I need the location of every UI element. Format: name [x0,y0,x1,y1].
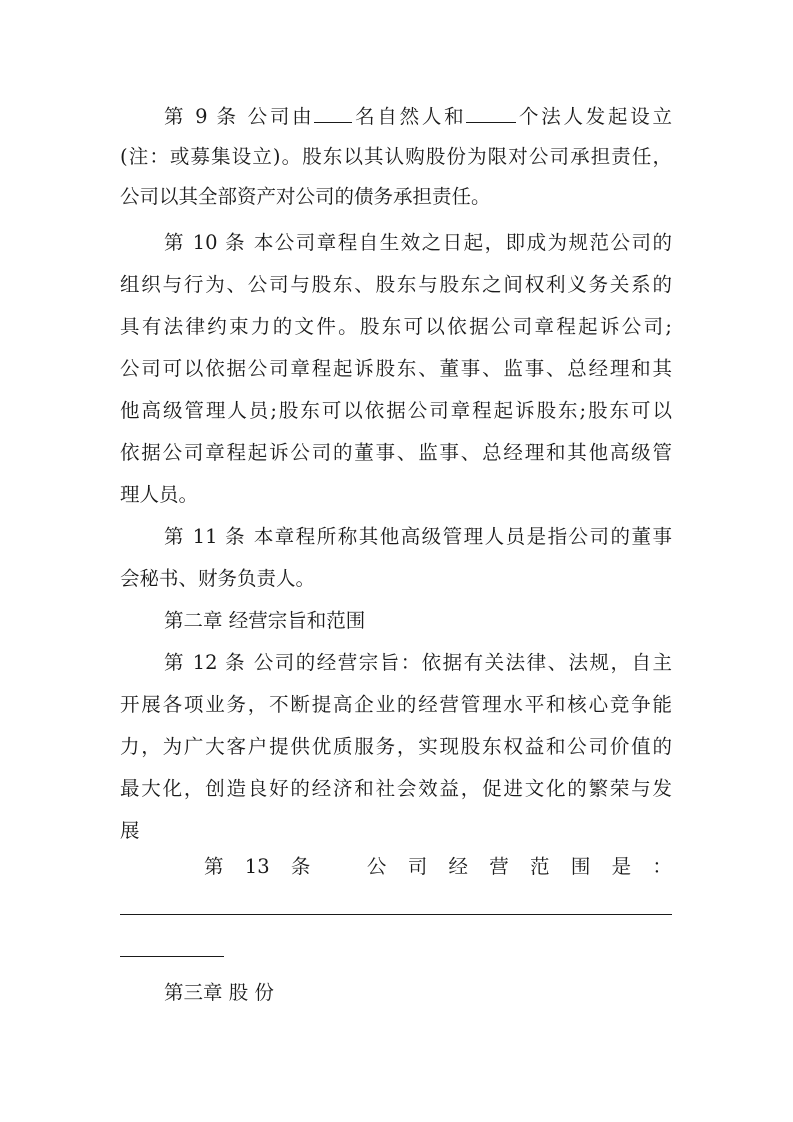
article-12-line-3: 力，为广大客户提供优质服务，实现股东权益和公司价值的 [120,735,672,758]
article-9-line-3: 公司以其全部资产对公司的债务承担责任。 [120,185,491,208]
article-10-line-7: 理人员。 [120,483,199,506]
article-13-char: 营 [489,855,509,878]
article-13-char: 条 [290,855,311,878]
article-12-line-2: 开展各项业务，不断提高企业的经营管理水平和核心竞争能 [120,693,672,716]
article-13-line [204,847,672,887]
article-13-char: 司 [407,855,428,878]
article-13-char: 范 [530,855,550,878]
article-12-line-1: 第 12 条 公司的经营宗旨：依据有关法律、法规，自主 [164,651,672,674]
business-scope-blank-line-1 [120,914,672,915]
article-10-line-4: 公司可以依据公司章程起诉股东、董事、监事、总经理和其 [120,357,672,380]
article-9-line-2: (注：或募集设立)。股东以其认购股份为限对公司承担责任， [120,145,672,168]
article-9-line-1: 第 9 条 公司由 名自然人和 个法人发起设立 [164,97,672,137]
article-13-char: 围 [570,855,591,878]
article-11-line-1: 第 11 条 本章程所称其他高级管理人员是指公司的董事 [164,525,672,548]
article-10-line-1: 第 10 条 本公司章程自生效之日起，即成为规范公司的 [164,231,672,254]
chapter-2-heading: 第二章 经营宗旨和范围 [164,609,366,632]
article-10-line-3: 具有法律约束力的文件。股东可以依据公司章程起诉公司; [120,315,672,338]
article-10-line-5: 他高级管理人员;股东可以依据公司章程起诉股东;股东可以 [120,399,672,422]
business-scope-blank-line-2 [120,956,224,957]
article-13-char: 第 [204,855,224,878]
article-13-char: 是 [611,855,632,878]
article-13-char: 经 [448,855,468,878]
article-12-line-5: 展 [120,819,140,842]
article-10-line-6: 依据公司章程起诉公司的董事、监事、总经理和其他高级管 [120,441,672,464]
article-11-line-2: 会秘书、财务负责人。 [120,567,316,590]
article-13-char: ： [652,855,672,878]
article-12-line-4: 最大化，创造良好的经济和社会效益，促进文化的繁荣与发 [120,777,672,800]
blank-field [314,100,352,123]
blank-field [466,100,516,123]
article-10-line-2: 组织与行为、公司与股东、股东与股东之间权利义务关系的 [120,273,672,296]
article-13-char: 公 [366,855,387,878]
chapter-3-heading: 第三章 股 份 [164,981,274,1004]
article-13-char: 13 [244,855,270,878]
